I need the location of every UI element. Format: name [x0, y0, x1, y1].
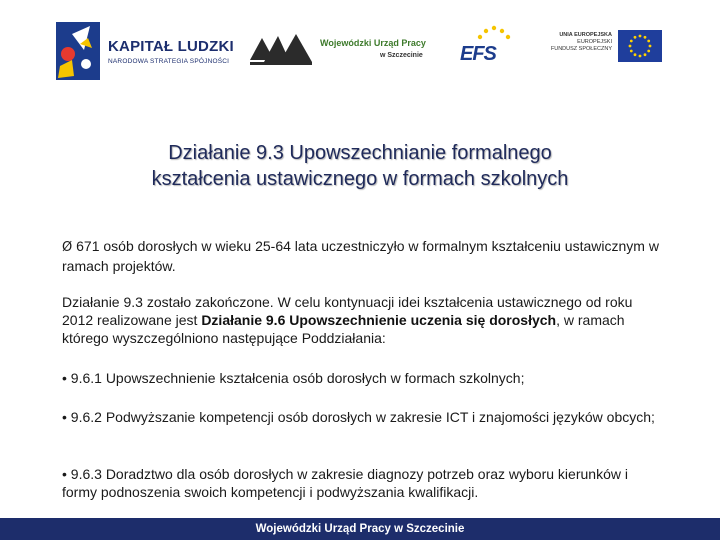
- continuation-text-end: , w ramach którego wyszczególniono następujące Poddziałania:: [62, 312, 625, 346]
- efs-text: EFS: [460, 43, 496, 65]
- list-item: • 9.6.2 Podwyższanie kompetencji osób dorosłych w zakresie ICT i znajomości języków obcych;: [62, 409, 655, 425]
- eu-flag-icon: [618, 30, 662, 62]
- kapital-ludzki-icon: [50, 20, 102, 82]
- wup-icon: [250, 32, 314, 66]
- wup-line2: w Szczecinie: [380, 52, 423, 59]
- kapital-ludzki-title: KAPITAŁ LUDZKI: [108, 38, 234, 55]
- footer-text: Wojewódzki Urząd Pracy w Szczecinie: [255, 523, 465, 535]
- eu-logo: [538, 30, 662, 64]
- wup-logo: [250, 28, 440, 70]
- kapital-ludzki-logo: [50, 20, 234, 82]
- wup-line1: Wojewódzki Urząd Pracy: [320, 38, 426, 48]
- page-title: [60, 140, 660, 192]
- eu-line1: UNIA EUROPEJSKA: [559, 32, 612, 38]
- list-item: • 9.6.1 Upowszechnienie kształcenia osób dorosłych w formach szkolnych;: [62, 370, 525, 386]
- efs-logo: [460, 25, 520, 70]
- list-item: • 9.6.3 Doradztwo dla osób dorosłych w zakresie diagnozy potrzeb oraz wyboru kierunków i formy podnoszenia swoich kompetencji i podwyższania kwalifikacji.: [62, 466, 628, 500]
- header-logos: [0, 0, 720, 100]
- efs-stars-icon: [474, 25, 514, 43]
- result-text: 671 osób dorosłych w wieku 25-64 lata uczestniczyło w formalnym kształceniu ustawicznym w ramach projektów.: [62, 238, 659, 274]
- footer-bar: [0, 518, 720, 540]
- title-line2: kształcenia ustawicznego w formach szkolnych: [151, 168, 569, 190]
- continuation-paragraph: [62, 293, 662, 347]
- eu-label: [538, 32, 612, 53]
- kapital-ludzki-subtitle: NARODOWA STRATEGIA SPÓJNOŚCI: [108, 58, 230, 65]
- continuation-text-start: Działanie 9.3 zostało zakończone. W celu kontynuacji idei kształcenia ustawicznego od roku 2012 realizowane jest: [62, 294, 633, 328]
- title-line1: Działanie 9.3 Upowszechnianie formalnego: [168, 142, 552, 164]
- result-paragraph: [62, 237, 662, 275]
- eu-line2: EUROPEJSKI: [577, 39, 612, 45]
- continuation-text-bold: Działanie 9.6 Upowszechnienie uczenia się dorosłych: [201, 312, 557, 328]
- eu-stars: [618, 30, 662, 62]
- eu-line3: FUNDUSZ SPOŁECZNY: [550, 46, 612, 52]
- arrow-bullet-icon: Ø: [62, 240, 73, 255]
